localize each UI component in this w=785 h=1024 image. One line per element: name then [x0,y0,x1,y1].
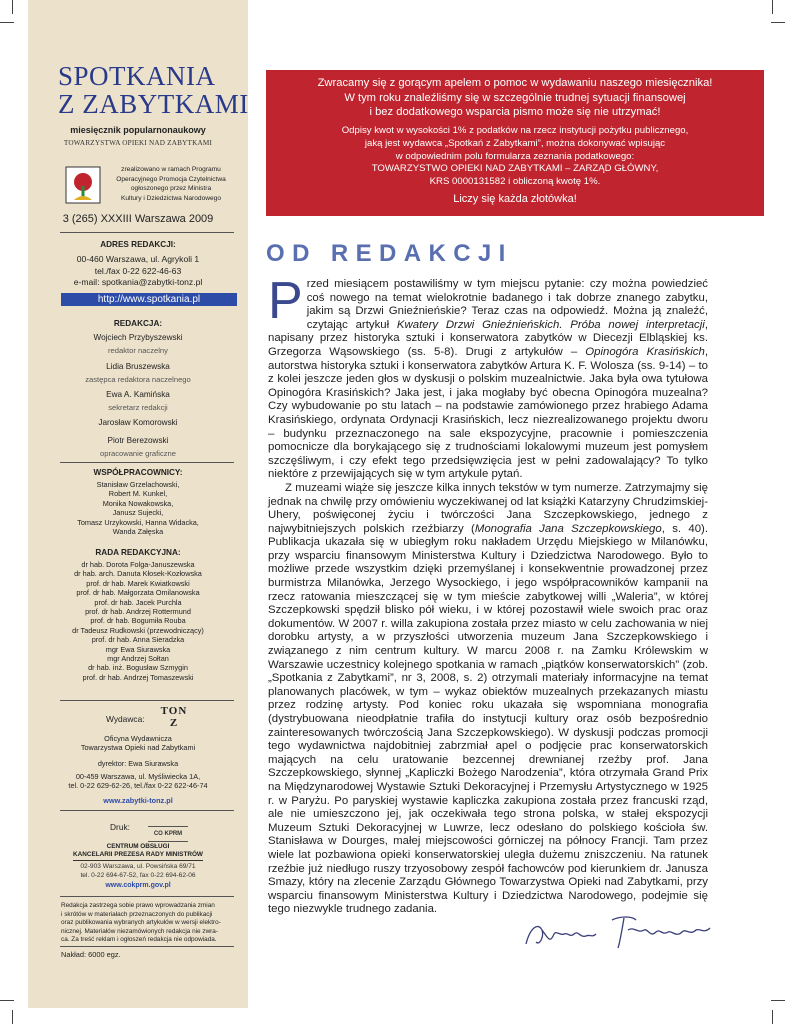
editor-name: Piotr Berezowski [107,436,169,445]
divider [60,810,234,811]
board-member: dr hab. inż. Bogusław Szmygin [88,663,188,673]
publisher-logo-icon: TONZ [160,705,188,729]
note-line: ca. Za treść reklam i ogłoszeń redakcja nie odpowiada. [61,936,217,944]
editor-name: Wojciech Przybyszewski [93,333,183,342]
print-logo-icon: CO KPRM [148,826,188,842]
board-member: mgr Ewa Siurawska [105,644,171,654]
crop-mark [772,0,773,14]
editor-role: sekretarz redakcji [108,403,168,412]
book-title-ref: Monografia Jana Szczepkowskiego [474,522,662,535]
appeal-main [266,76,764,120]
divider [60,946,234,947]
board-member: dr hab. Dorota Folga-Januszewska [81,560,195,569]
appeal-detail [266,125,764,189]
publisher-label: Wydawca: [106,714,145,724]
address-heading: ADRES REDAKCJI: [100,240,176,249]
article-title-ref: Kwatery Drzwi Gnieźnieńskich. Próba nowej interpretacji [396,318,705,331]
editor-name: Ewa A. Kamińska [106,390,170,399]
publisher-url-link[interactable]: www.zabytki-tonz.pl [103,796,173,805]
masthead-title-line1: SPOTKANIA [58,61,216,91]
article-body [268,272,709,917]
issue-number: 3 (265) XXXIII Warszawa 2009 [62,213,214,225]
editors-heading: REDAKCJA: [113,319,163,328]
crop-mark [771,1000,785,1001]
masthead-title-line2: Z ZABYTKAMI [58,89,249,119]
article-paragraph [268,482,708,917]
collaborators-list [28,480,248,536]
board-member: prof. dr hab. Andrzej Tomaszewski [82,672,194,682]
address-line: tel./fax 0-22 622-46-63 [94,265,182,276]
crop-mark [772,1010,773,1024]
divider [60,232,234,233]
note-line: Redakcja zastrzega sobie prawo wprowadzania zmian [61,902,215,909]
appeal-main-line: Zwracamy się z gorącym apelem o pomoc w wydawaniu naszego miesięcznika! [317,77,713,89]
board-member: prof. dr hab. Małgorzata Omilanowska [76,588,200,598]
print-address-line: tel. 0-22 694-67-52, fax 0-22 694-62-06 [80,872,196,879]
address-line: 00-460 Warszawa, ul. Agrykoli 1 [76,254,200,264]
editorial-note [61,902,241,945]
print-label: Druk: [110,822,131,832]
board-member: dr Tadeusz Rudkowski (przewodniczący) [72,625,204,635]
print-address-line: 02-903 Warszawa, ul. Powsińska 69/71 [80,863,196,870]
appeal-main-line: W tym roku znaleźliśmy się w szczególnie trudnej sytuacji finansowej [344,91,686,104]
program-logo-icon [62,164,104,206]
board-member: dr hab. arch. Danuta Kłosek-Kozłowska [74,569,202,579]
editor-role: redaktor naczelny [108,346,168,355]
collaborator: Wanda Załęska [112,527,164,537]
crop-mark [0,22,14,23]
circulation: Nakład: 6000 egz. [61,950,121,959]
collaborator: Robert M. Kunkel, [108,489,168,499]
masthead-publisher: TOWARZYSTWA OPIEKI NAD ZABYTKAMI [63,139,213,147]
program-note [106,165,236,203]
program-line: Kultury i Dziedzictwa Narodowego [120,194,222,202]
appeal-main-line: i bez dodatkowego wsparcia pismo może się nie utrzymać! [369,106,661,118]
publisher-name: Towarzystwa Opieki nad Zabytkami [80,743,196,753]
text-run: rzed miesiącem postawiliśmy w tym miejscu pytanie: czy można powiedzieć coś nowego na temat wielokrotnie badanego i tak dobrze znanego zabytku, jakim są Drzwi Gnieźnieńskie? Teraz czas na odpowiedź. Można ją znaleźć, czytając artykuł [306,278,708,331]
publisher-director: dyrektor: Ewa Siurawska [97,759,179,768]
crop-mark [12,1010,13,1024]
crop-mark [0,1000,14,1001]
editor-name: Lidia Bruszewska [106,362,170,371]
address-block [28,254,248,289]
board-member: prof. dr hab. Jacek Purchla [94,597,182,607]
board-member: prof. dr hab. Marek Kwiatkowski [86,578,190,588]
print-name [28,843,248,861]
drop-cap: P [268,272,303,330]
board-member: mgr Andrzej Sołtan [107,654,169,664]
print-name-line: KANCELARII PREZESA RADY MINISTRÓW [73,851,203,860]
note-line: nicznej. Materiałów niezamówionych redakcja nie zwra- [61,927,218,935]
note-line: oraz publikowania wybranych artykułów w wersji elektro- [61,919,221,927]
appeal-detail-line: Odpisy kwot w wysokości 1% z podatków na rzecz instytucji pożytku publicznego, [341,125,689,136]
article-title-ref: Opinogóra Krasińskich [585,345,705,358]
email-link[interactable]: e-mail: spotkania@zabytki-tonz.pl [73,277,203,288]
note-line: i skrótów w materiałach przeznaczonych do publikacji [61,910,213,918]
editor-role: opracowanie graficzne [100,449,176,458]
text-run: , napisany przez historyka sztuki i konserwatora zabytków w Diecezji Elbląskiej ks. Grzegorza Wąsowskiego (ss. 5-8). Drugi z artykułów – [268,318,708,358]
collaborator: Stanisław Grzelachowski, [96,480,180,489]
program-line: ogłoszonego przez Ministra [130,185,212,193]
website-link[interactable]: http://www.spotkania.pl [61,293,237,306]
section-heading: OD REDAKCJI [266,240,513,267]
sidebar [28,0,248,1008]
text-run: , s. 40). Publikacja ukazała się w ubiegłym roku nakładem Urzędu Miejskiego w Milanówku, przy wsparciu finansowym Ministerstwa Kultury i Dziedzictwa Narodowego. Było to możliwe przede wszystkim dzięki przemyślanej i konsekwentnie prowadzonej przez burmistrza Milanówka, Jerzego Wysockiego, i jego współpracowników kampanii na rzecz ratowania mieszczącej się w tym mieście zabytkowej willi „Waleria”, w której Szczepkowski spędził blisko pół wieku, i w której pozostawił wiele swoich prac oraz dokumentów. W 2007 r. willa zakupiona została przez miasto w celu zachowania w niej dorobku artysty, a w przyszłości utworzenia muzeum Jana Szczepkowskiego i związanego z nim centrum kultury. W marcu 2008 r. na Zamku Królewskim w Warszawie uczestnicy kolejnego spotkania w ramach „piątków konserwatorskich” (zob. „Spotkania z Zabytkami”, nr 3, 2008, s. 2) otrzymali materiały informacyjne na temat planowanych placówek, w tym – wykaz obiektów muzealnych przekazanych miastu przez rodzinę artysty. Pod koniec roku ukazała się wspomniana monografia (dystrybuowana nieodpłatnie trafiła do instytucji kultury oraz osób bezpośrednio zainteresowanych twórczością Jana Szczepkowskiego). W dyskusji podczas promocji tego wydawnictwa najdobitniej zabrzmiał apel o podjęcie prac konserwatorskich mających na celu uratowanie bezcennej drewnianej rzeźby prof. Jana Szczepkowskiego, słynnej „Kapliczki Bożego Narodzenia”, która otrzymała Grand Prix na Międzynarodowej Wystawie Sztuki Dekoracyjnej i Przemysłu Artystycznego w 1925 r. w Paryżu. Po paryskiej wystawie kapliczka zakupiona została przez francuski rząd, ale nie umieszczono jej, jak oczekiwała tego strona polska, w stałej ekspozycji Muzeum Sztuki Dekoracyjnej w Luwrze, lecz odesłano do polskiego kościoła św. Stanisława w Dourges, małej miejscowości górniczej na północy Francji. Tam przez wiele lat pozbawiona opieki konserwatorskiej uległa dużemu zniszczeniu. Na ratunek rzeźbie już niedługo ruszy trzyosobowy zespół fachowców pod kierunkiem dr. Janusza Smazy, który na zlecenie Zarządu Głównego Towarzystwa Opieki nad Zabytkami, przy wsparciu finansowym Ministerstwa Kultury i Dziedzictwa Narodowego, podejmie się tego niezwykle trudnego zadania. [268,522,709,916]
collaborator: Janusz Sujecki, [112,508,164,518]
crop-mark [12,0,13,14]
divider [60,462,234,463]
board-heading: RADA REDAKCYJNA: [95,548,181,557]
board-member: prof. dr hab. Anna Sieradzka [91,635,185,645]
appeal-detail-line: KRS 0000131582 i obliczoną kwotę 1%. [429,176,601,188]
text-run: , autorstwa historyka sztuki i konserwatora zabytków Artura K. F. Wolosza (ss. 9-14) – to z kolei jeszcze jeden głos w dyskusji o polskim muzealnictwie. Jaka była owa tytułowa Opinogóra Krasińskich? Jaka jest, i jaka mogłaby być obecna Opinogóra muzealna? Czy wybudowanie po stu latach – na podstawie zamówionego przez hrabiego Adama Krasińskiego, ordynata Ordynacji Krasińskich, lecz niezrealizowanego projektu dworu – budynku przeznaczonego na sale ekspozycyjne, pracownie i pomieszczenia pomocnicze dla borykającego się z trudnościami lokalowymi muzeum jest pomysłem szczęśliwym, i czy efekt tego przedsięwzięcia jest w pełni zadowalający? To tylko niektóre z przewijających się w tym artykule pytań. [268,345,708,481]
divider [60,700,234,701]
program-line: zrealizowano w ramach Programu [121,166,221,173]
appeal-detail-line: w odpowiednim polu formularza zeznania podatkowego: [395,150,635,162]
collaborator: Tomasz Urzykowski, Hanna Widacka, [77,517,199,527]
publisher-address-line: tel. 0-22 629-62-26, tel./fax 0-22 622-46-74 [68,781,208,791]
print-url-link[interactable]: www.cokprm.gov.pl [105,882,171,889]
collaborator: Monika Nowakowska, [102,498,174,508]
publisher-address-line: 00-459 Warszawa, ul. Myśliwiecka 1A, [75,772,201,781]
appeal-detail-line: TOWARZYSTWO OPIEKI NAD ZABYTKAMI – ZARZĄD GŁÓWNY, [371,163,659,175]
publisher-info [28,734,248,753]
program-line: Operacyjnego Promocja Czytelnictwa [116,175,226,183]
divider [60,896,234,897]
appeal-box [266,70,764,216]
editor-role: zastępca redaktora naczelnego [85,375,191,384]
board-member: prof. dr hab. Bogumiła Rouba [90,616,186,626]
board-member: prof. dr hab. Andrzej Rottermund [85,607,191,617]
print-name-line: CENTRUM OBSŁUGI [106,843,170,850]
publisher-address [28,772,248,791]
crop-mark [771,22,785,23]
publisher-name: Oficyna Wydawnicza [104,734,172,743]
print-address [28,862,248,880]
article-paragraph [268,272,708,482]
board-list [28,560,248,682]
editor-name: Jarosław Komorowski [98,418,178,427]
appeal-closing: Liczy się każda złotówka! [453,193,577,205]
signature [520,908,716,954]
text-run: Z muzeami wiąże się jeszcze kilka innych tekstów w tym numerze. Zatrzymajmy się jednak na chwilę przy omówieniu wyczekiwanej od lat książki Katarzyny Chrudzimskiej-Uhery, poświęconej życiu i twórczości Jana Szczepkowskiego, jednego z najwybitniejszych polskich rzeźbiarzy ( [268,481,708,535]
masthead-subtitle: miesięcznik popularnonaukowy [70,125,206,135]
appeal-detail-line: jaką jest wydawca „Spotkań z Zabytkami”, można dokonywać wpisując [364,137,666,149]
collaborators-heading: WSPÓŁPRACOWNICY: [93,468,183,477]
